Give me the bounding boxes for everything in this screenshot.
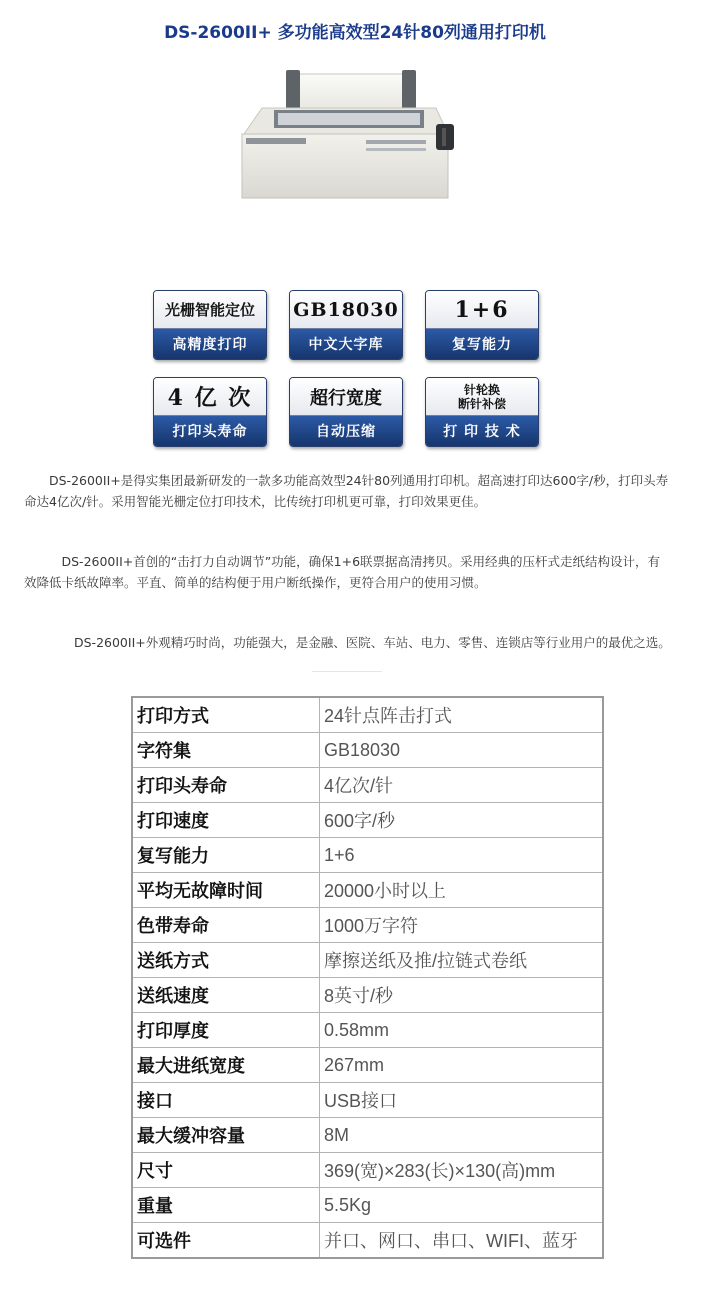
spec-key: 打印方式	[132, 697, 320, 733]
badge-bottom-text: 打 印 技 术	[426, 416, 538, 446]
spec-row	[132, 768, 603, 803]
spec-value: GB18030	[320, 733, 604, 768]
spec-value: 8M	[320, 1118, 604, 1153]
badge-bottom-text: 复写能力	[426, 329, 538, 359]
spec-key: 最大进纸宽度	[132, 1048, 320, 1083]
spec-value: 1+6	[320, 838, 604, 873]
spec-row	[132, 873, 603, 908]
spec-key: 重量	[132, 1188, 320, 1223]
spec-key: 复写能力	[132, 838, 320, 873]
spec-row	[132, 1083, 603, 1118]
spec-table	[131, 696, 604, 1259]
spec-value: 8英寸/秒	[320, 978, 604, 1013]
spec-value: 24针点阵击打式	[320, 697, 604, 733]
badge-bottom-text: 高精度打印	[154, 329, 266, 359]
spec-key: 送纸速度	[132, 978, 320, 1013]
spec-value: USB接口	[320, 1083, 604, 1118]
spec-value: 1000万字符	[320, 908, 604, 943]
page-title: DS-2600II+ 多功能高效型24针80列通用打印机	[164, 23, 546, 43]
spec-value: 369(宽)×283(长)×130(高)mm	[320, 1153, 604, 1188]
badge-bottom-text: 中文大字库	[290, 329, 402, 359]
spec-row	[132, 803, 603, 838]
spec-row	[132, 838, 603, 873]
spec-row	[132, 1153, 603, 1188]
spec-row	[132, 908, 603, 943]
spec-key: 色带寿命	[132, 908, 320, 943]
spec-row	[132, 1118, 603, 1153]
spec-value: 摩擦送纸及推/拉链式卷纸	[320, 943, 604, 978]
spec-key: 送纸方式	[132, 943, 320, 978]
summary-paragraph: DS-2600II+外观精巧时尚，功能强大，是金融、医院、车站、电力、零售、连锁店等行业用户的最优之选。	[24, 635, 671, 650]
divider	[312, 671, 382, 672]
spec-row	[132, 978, 603, 1013]
spec-key: 打印速度	[132, 803, 320, 838]
spec-key: 平均无故障时间	[132, 873, 320, 908]
spec-key: 最大缓冲容量	[132, 1118, 320, 1153]
feature-badge-line-width	[289, 377, 403, 447]
spec-row	[132, 1188, 603, 1223]
feature-badge-grating	[153, 290, 267, 360]
feature-badge-head-life	[153, 377, 267, 447]
spec-row	[132, 733, 603, 768]
badge-top-text: GB18030	[290, 291, 402, 329]
badge-top-text: 光栅智能定位	[154, 291, 266, 329]
badge-top-line1: 针轮换	[463, 382, 500, 397]
spec-key: 打印厚度	[132, 1013, 320, 1048]
badge-top-text: 1+6	[426, 291, 538, 329]
spec-value: 并口、网口、串口、WIFI、蓝牙	[320, 1223, 604, 1259]
feature-badge-print-tech	[425, 377, 539, 447]
spec-value: 267mm	[320, 1048, 604, 1083]
spec-value: 600字/秒	[320, 803, 604, 838]
badge-bottom-text: 自动压缩	[290, 416, 402, 446]
spec-row	[132, 1013, 603, 1048]
feature-badge-gb18030	[289, 290, 403, 360]
spec-row	[132, 943, 603, 978]
badge-bottom-text: 打印头寿命	[154, 416, 266, 446]
badge-top-text	[426, 378, 538, 416]
intro-paragraph: DS-2600II+是得实集团最新研发的一款多功能高效型24针80列通用打印机。超高速打印达600字/秒，打印头寿命达4亿次/针。采用智能光栅定位打印技术，比传统打印机更可靠，打印效果更佳。	[24, 473, 669, 509]
spec-key: 字符集	[132, 733, 320, 768]
badge-top-text: 4 亿 次	[154, 378, 266, 416]
spec-row	[132, 1048, 603, 1083]
spec-row	[132, 1223, 603, 1259]
spec-value: 5.5Kg	[320, 1188, 604, 1223]
feature-badge-copy	[425, 290, 539, 360]
spec-key: 打印头寿命	[132, 768, 320, 803]
feature-paragraph: DS-2600II+首创的“击打力自动调节”功能，确保1+6联票据高清拷贝。采用经典的压杆式走纸结构设计，有效降低卡纸故障率。平直、简单的结构便于用户断纸操作，更符合用户的使用习惯。	[24, 554, 661, 590]
spec-key: 可选件	[132, 1223, 320, 1259]
spec-value: 0.58mm	[320, 1013, 604, 1048]
badge-top-text: 超行宽度	[290, 378, 402, 416]
spec-key: 接口	[132, 1083, 320, 1118]
spec-value: 4亿次/针	[320, 768, 604, 803]
spec-key: 尺寸	[132, 1153, 320, 1188]
spec-value: 20000小时以上	[320, 873, 604, 908]
badge-top-line2: 断针补偿	[457, 396, 506, 411]
spec-row	[132, 697, 603, 733]
printer-image	[236, 68, 456, 208]
